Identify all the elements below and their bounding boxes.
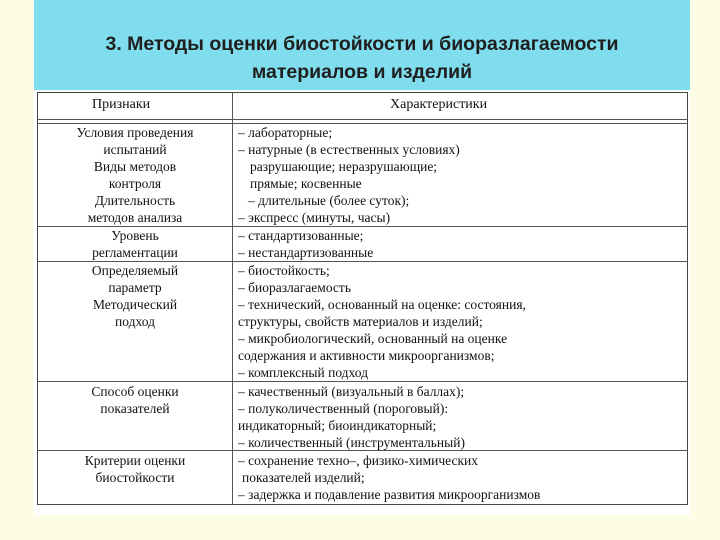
row-label: Способ оценки показателей (91, 384, 179, 416)
row-values: – сохранение техно–, физико-химических показателей изделий; – задержка и подавление развития микроорганизмов (238, 453, 541, 502)
header-signs: Признаки (92, 97, 151, 112)
header-characteristics: Характеристики (390, 97, 488, 112)
title-line-2: материалов и изделий (251, 61, 473, 83)
column-divider (232, 92, 233, 505)
row-values: разрушающие; неразрушающие; прямые; косвенные (250, 159, 438, 191)
row-label: Виды методов контроля (93, 159, 177, 191)
title-line-1: 3. Методы оценки биостойкости и биоразлагаемости (105, 33, 619, 55)
row-values: – длительные (более суток); – экспресс (минуты, часы) (238, 193, 410, 225)
row-values: – биостойкость; – биоразлагаемость – технический, основанный на оценке: состояния, структуры, свойств материалов и изделий; – микробиологический, основанный на оценке содержания и активности микроорганизмов; – комплексный подход (238, 263, 526, 380)
row-values: – качественный (визуальный в баллах); – полуколичественный (пороговый): индикаторный; биоиндикаторный; – количественный (инструментальный) (238, 384, 465, 450)
row-divider (37, 381, 688, 382)
row-values: – лабораторные; – натурные (в естественных условиях) (238, 125, 460, 157)
slide-title (34, 30, 690, 86)
row-label: Критерии оценки биостойкости (84, 453, 186, 485)
row-label: Длительность методов анализа (87, 193, 183, 225)
header-divider (37, 119, 688, 120)
row-label: Уровень регламентации (92, 228, 178, 260)
row-label: Условия проведения испытаний (76, 125, 194, 157)
row-values: – стандартизованные; – нестандартизованные (238, 228, 374, 260)
row-label: Определяемый параметр Методический подход (91, 263, 179, 329)
